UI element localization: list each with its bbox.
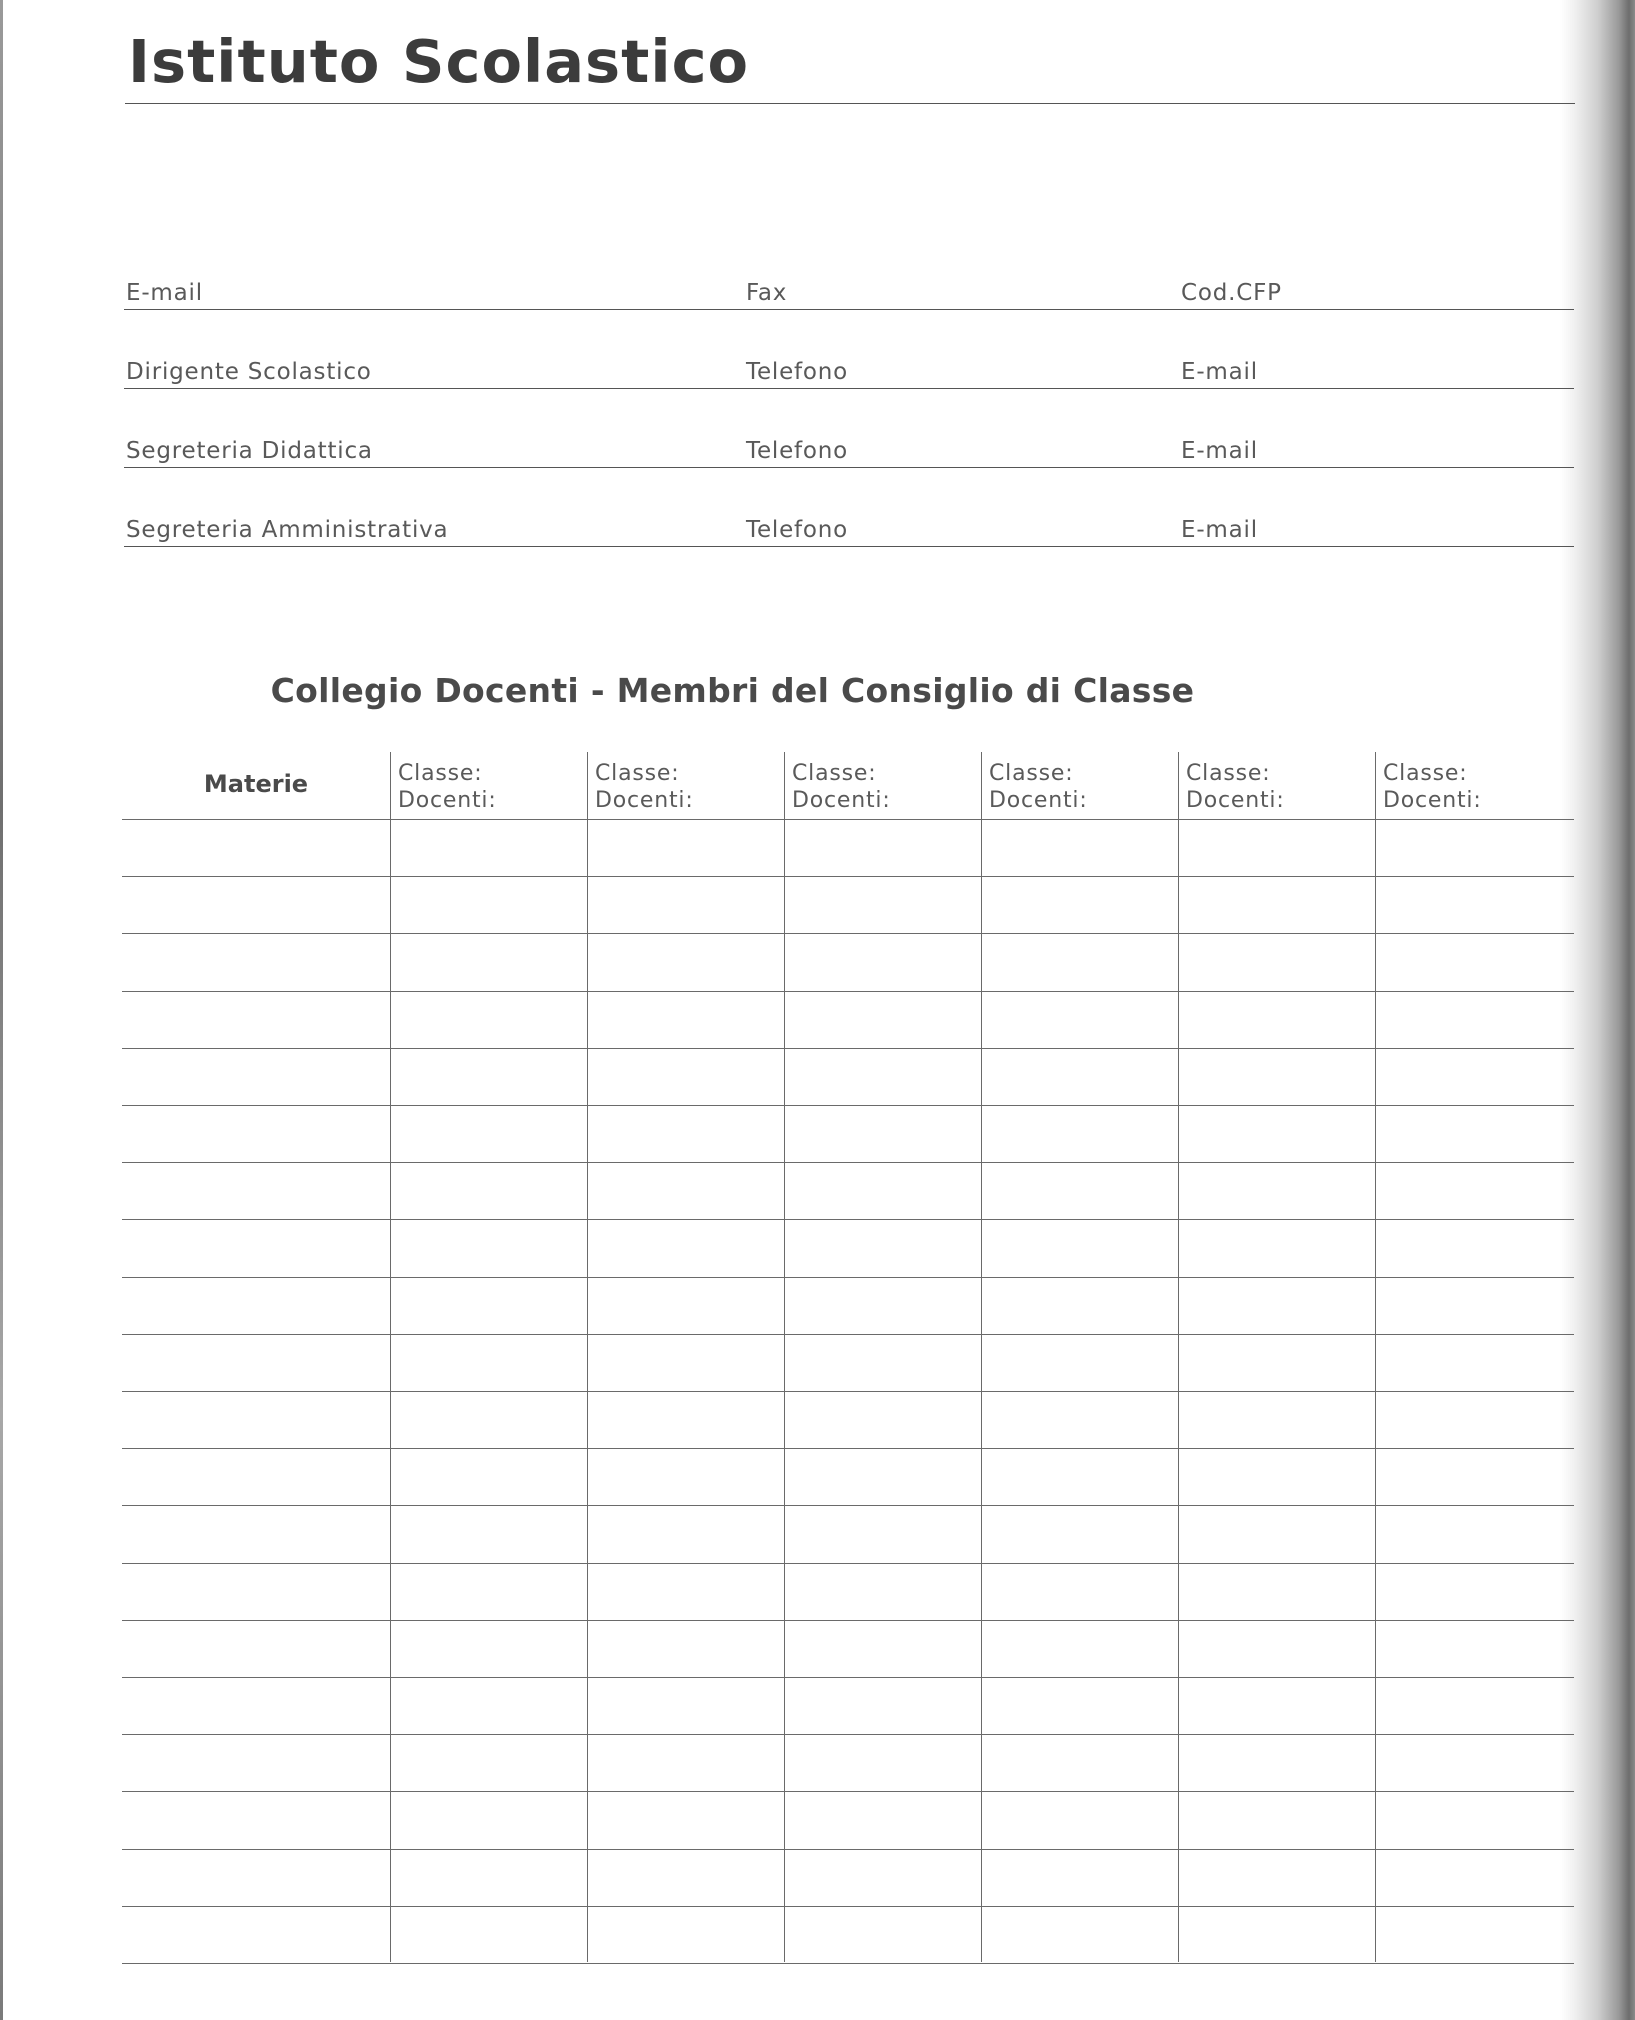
fax-field-label: Fax xyxy=(746,280,788,306)
docenti-label: Docenti: xyxy=(595,788,694,813)
contact-row-segreteria-amministrativa[interactable] xyxy=(124,506,1574,547)
table-row-rule xyxy=(122,991,1574,992)
section-title-text: Collegio Docenti - Membri del Consiglio di Classe xyxy=(270,671,1195,710)
docenti-label: Docenti: xyxy=(1186,788,1285,813)
table-row-rule xyxy=(122,1391,1574,1392)
dirigente-email-label: E-mail xyxy=(1181,359,1258,385)
docenti-label: Docenti: xyxy=(398,788,497,813)
docenti-label: Docenti: xyxy=(792,788,891,813)
table-row-rule xyxy=(122,1505,1574,1506)
contact-row-segreteria-didattica[interactable] xyxy=(124,427,1574,468)
email-field-label: E-mail xyxy=(126,280,203,306)
consiglio-classe-table xyxy=(122,752,1574,1962)
table-row-rule xyxy=(122,1734,1574,1735)
table-row-rule xyxy=(122,1219,1574,1220)
column-divider xyxy=(981,752,982,1962)
table-row-rule xyxy=(122,1963,1574,1964)
table-row-rule xyxy=(122,1906,1574,1907)
class-column-header xyxy=(1383,760,1482,814)
page-edge xyxy=(0,0,3,2020)
table-row-rule xyxy=(122,1620,1574,1621)
table-row-rule xyxy=(122,1105,1574,1106)
class-column-header xyxy=(989,760,1088,814)
classe-label: Classe: xyxy=(398,761,483,786)
column-divider xyxy=(390,752,391,1962)
column-divider xyxy=(1178,752,1179,1962)
table-header-rule xyxy=(122,819,1574,820)
contact-row-dirigente[interactable] xyxy=(124,348,1574,389)
table-row-rule xyxy=(122,1448,1574,1449)
section-title xyxy=(0,671,1635,710)
contact-row-email[interactable] xyxy=(124,269,1574,310)
cod-cfp-field-label: Cod.CFP xyxy=(1181,280,1282,306)
docenti-label: Docenti: xyxy=(1383,788,1482,813)
column-divider xyxy=(1375,752,1376,1962)
segreteria-didattica-label: Segreteria Didattica xyxy=(126,438,373,464)
class-column-header xyxy=(1186,760,1285,814)
table-row-rule xyxy=(122,1334,1574,1335)
segreteria-didattica-email-label: E-mail xyxy=(1181,438,1258,464)
table-row-rule xyxy=(122,1791,1574,1792)
table-row-rule xyxy=(122,1677,1574,1678)
table-row-rule xyxy=(122,1849,1574,1850)
table-row-rule xyxy=(122,933,1574,934)
docenti-label: Docenti: xyxy=(989,788,1088,813)
table-row-rule xyxy=(122,1563,1574,1564)
dirigente-phone-label: Telefono xyxy=(746,359,849,385)
column-divider xyxy=(784,752,785,1962)
segreteria-didattica-phone-label: Telefono xyxy=(746,438,849,464)
column-divider xyxy=(587,752,588,1962)
segreteria-amministrativa-email-label: E-mail xyxy=(1181,517,1258,543)
classe-label: Classe: xyxy=(1383,761,1468,786)
page-title: Istituto Scolastico xyxy=(128,27,750,96)
classe-label: Classe: xyxy=(792,761,877,786)
segreteria-amministrativa-label: Segreteria Amministrativa xyxy=(126,517,449,543)
title-rule xyxy=(125,103,1575,104)
table-row-rule xyxy=(122,1277,1574,1278)
class-column-header xyxy=(398,760,497,814)
table-row-rule xyxy=(122,1048,1574,1049)
class-column-header xyxy=(792,760,891,814)
classe-label: Classe: xyxy=(989,761,1074,786)
table-row-rule xyxy=(122,1162,1574,1163)
segreteria-amministrativa-phone-label: Telefono xyxy=(746,517,849,543)
dirigente-field-label: Dirigente Scolastico xyxy=(126,359,372,385)
materie-column-header: Materie xyxy=(203,770,309,798)
classe-label: Classe: xyxy=(1186,761,1271,786)
classe-label: Classe: xyxy=(595,761,680,786)
table-row-rule xyxy=(122,876,1574,877)
class-column-header xyxy=(595,760,694,814)
